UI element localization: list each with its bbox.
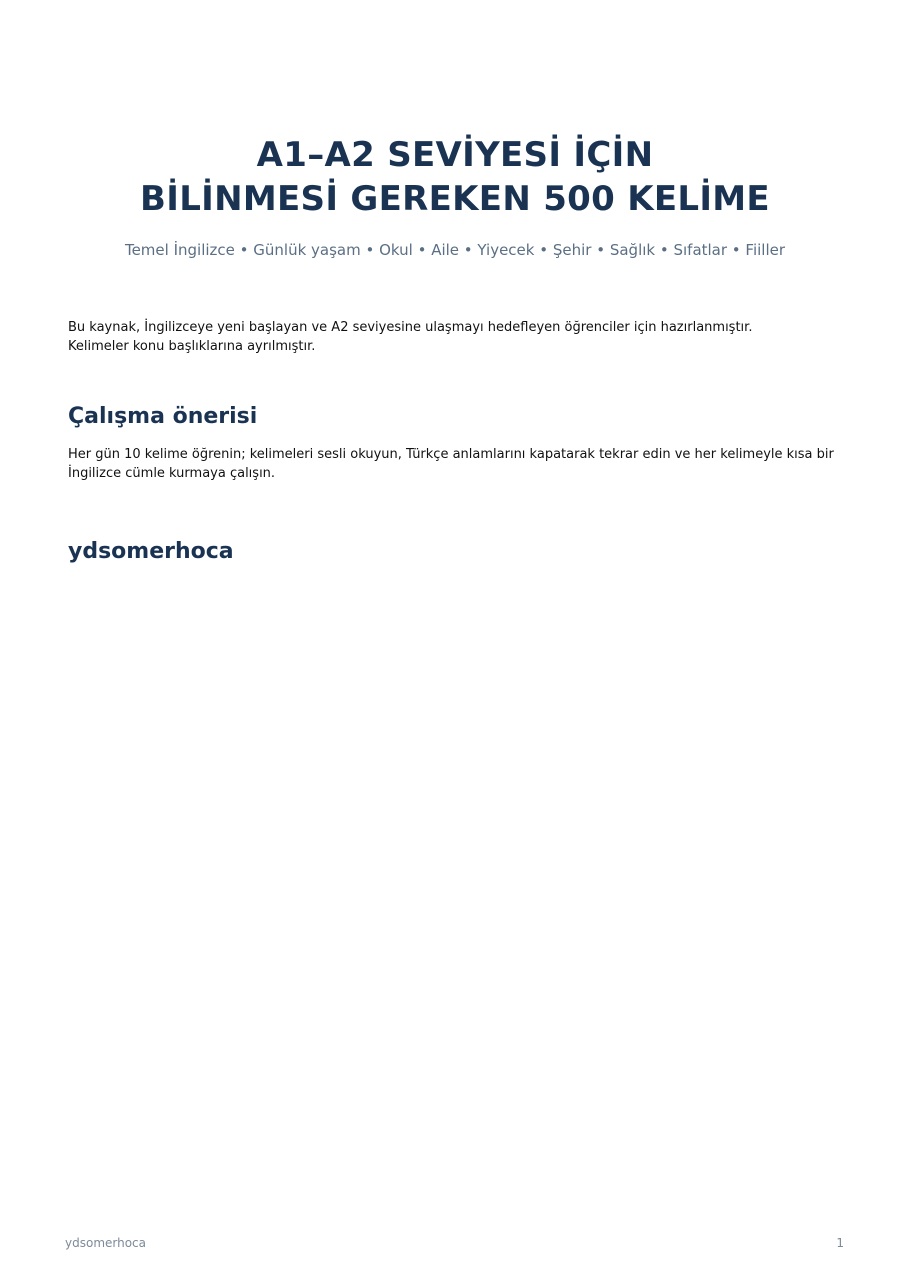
topics-subtitle: Temel İngilizce • Günlük yaşam • Okul • Aile • Yiyecek • Şehir • Sağlık • Sıfatlar • Fiiller	[124, 241, 786, 259]
intro-line-2: Kelimeler konu başlıklarına ayrılmıştır.	[68, 339, 316, 354]
intro-line-1: Bu kaynak, İngilizceye yeni başlayan ve A2 seviyesine ulaşmayı hedefleyen öğrenciler için hazırlanmıştır.	[68, 320, 753, 335]
footer-author: ydsomerhoca	[65, 1236, 147, 1250]
intro-paragraph	[68, 318, 848, 356]
page-number: 1	[836, 1236, 844, 1250]
page-title	[0, 133, 910, 221]
author-heading: ydsomerhoca	[68, 539, 234, 564]
study-suggestion-heading: Çalışma önerisi	[68, 404, 258, 429]
title-line-1: A1–A2 SEVİYESİ İÇİN	[256, 135, 654, 175]
study-suggestion-text: Her gün 10 kelime öğrenin; kelimeleri sesli okuyun, Türkçe anlamlarını kapatarak tekrar edin ve her kelimeyle kısa bir İngilizce cümle kurmaya çalışın.	[68, 447, 834, 481]
title-line-2: BİLİNMESİ GEREKEN 500 KELİME	[140, 179, 770, 219]
